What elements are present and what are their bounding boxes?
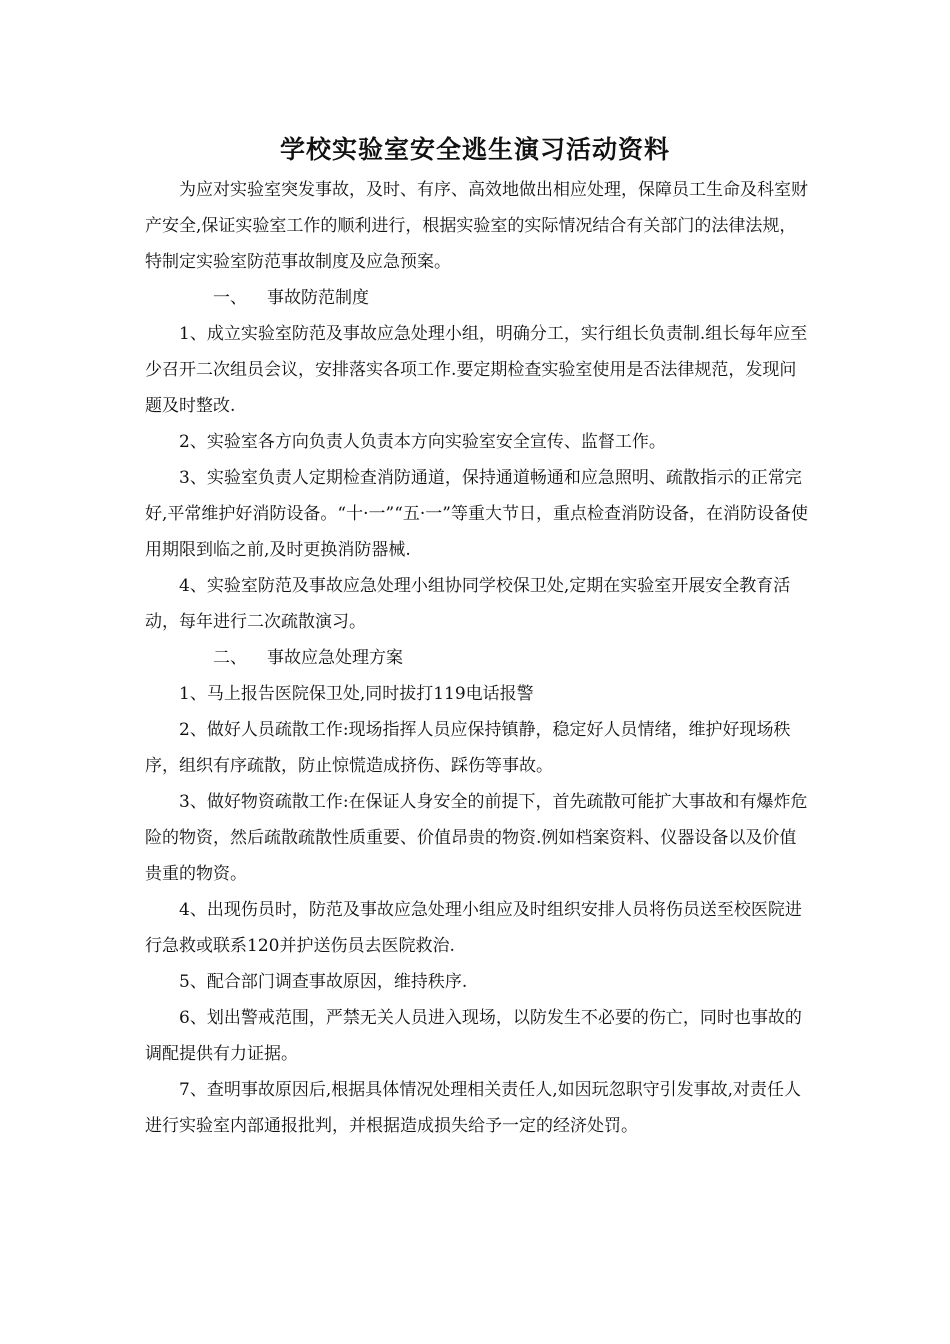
response-item: 5、配合部门调查事故原因，维持秩序. xyxy=(179,972,468,992)
prevention-item: 3、实验室负责人定期检查消防通道，保持通道畅通和应急照明、疏散指示的正常完好,平常维护好消防设备。“十·一”“五·一”等重大节日，重点检查消防设备，在消防设备使用期限到临之前,及时更换消防器械. xyxy=(145,468,808,560)
prevention-item: 1、成立实验室防范及事故应急处理小组，明确分工，实行组长负责制.组长每年应至少召开二次组员会议，安排落实各项工作.要定期检查实验室使用是否法律规范，发现问题及时整改. xyxy=(145,324,808,416)
response-item: 6、划出警戒范围，严禁无关人员进入现场，以防发生不必要的伤亡，同时也事故的调配提供有力证据。 xyxy=(145,1008,802,1064)
section-heading-prevention xyxy=(145,280,813,316)
response-item: 3、做好物资疏散工作:在保证人身安全的前提下，首先疏散可能扩大事故和有爆炸危险的物资，然后疏散疏散性质重要、价值昂贵的物资.例如档案资料、仪器设备以及价值贵重的物资。 xyxy=(145,792,808,884)
intro-paragraph: 为应对实验室突发事故，及时、有序、高效地做出相应处理，保障员工生命及科室财产安全,保证实验室工作的顺利进行，根据实验室的实际情况结合有关部门的法律法规，特制定实验室防范事故制度及应急预案。 xyxy=(145,180,808,272)
section-heading-text: 事故防范制度 xyxy=(267,288,369,308)
section-number: 一、 xyxy=(213,288,247,308)
section-number: 二、 xyxy=(213,648,247,668)
response-item: 7、查明事故原因后,根据具体情况处理相关责任人,如因玩忽职守引发事故,对责任人进行实验室内部通报批判，并根据造成损失给予一定的经济处罚。 xyxy=(145,1080,802,1136)
response-item: 2、做好人员疏散工作:现场指挥人员应保持镇静，稳定好人员情绪，维护好现场秩序，组织有序疏散，防止惊慌造成挤伤、踩伤等事故。 xyxy=(145,720,791,776)
prevention-item: 4、实验室防范及事故应急处理小组协同学校保卫处,定期在实验室开展安全教育活动，每年进行二次疏散演习。 xyxy=(145,576,791,632)
response-item: 4、出现伤员时，防范及事故应急处理小组应及时组织安排人员将伤员送至校医院进行急救或联系120并护送伤员去医院救治. xyxy=(145,900,802,956)
document-title: 学校实验室安全逃生演习活动资料 xyxy=(279,135,670,164)
prevention-item: 2、实验室各方向负责人负责本方向实验室安全宣传、监督工作。 xyxy=(179,432,666,452)
response-item: 1、马上报告医院保卫处,同时拔打119电话报警 xyxy=(179,684,534,704)
document-body xyxy=(145,172,813,1144)
section-heading-text: 事故应急处理方案 xyxy=(267,648,403,668)
section-heading-response xyxy=(145,640,813,676)
